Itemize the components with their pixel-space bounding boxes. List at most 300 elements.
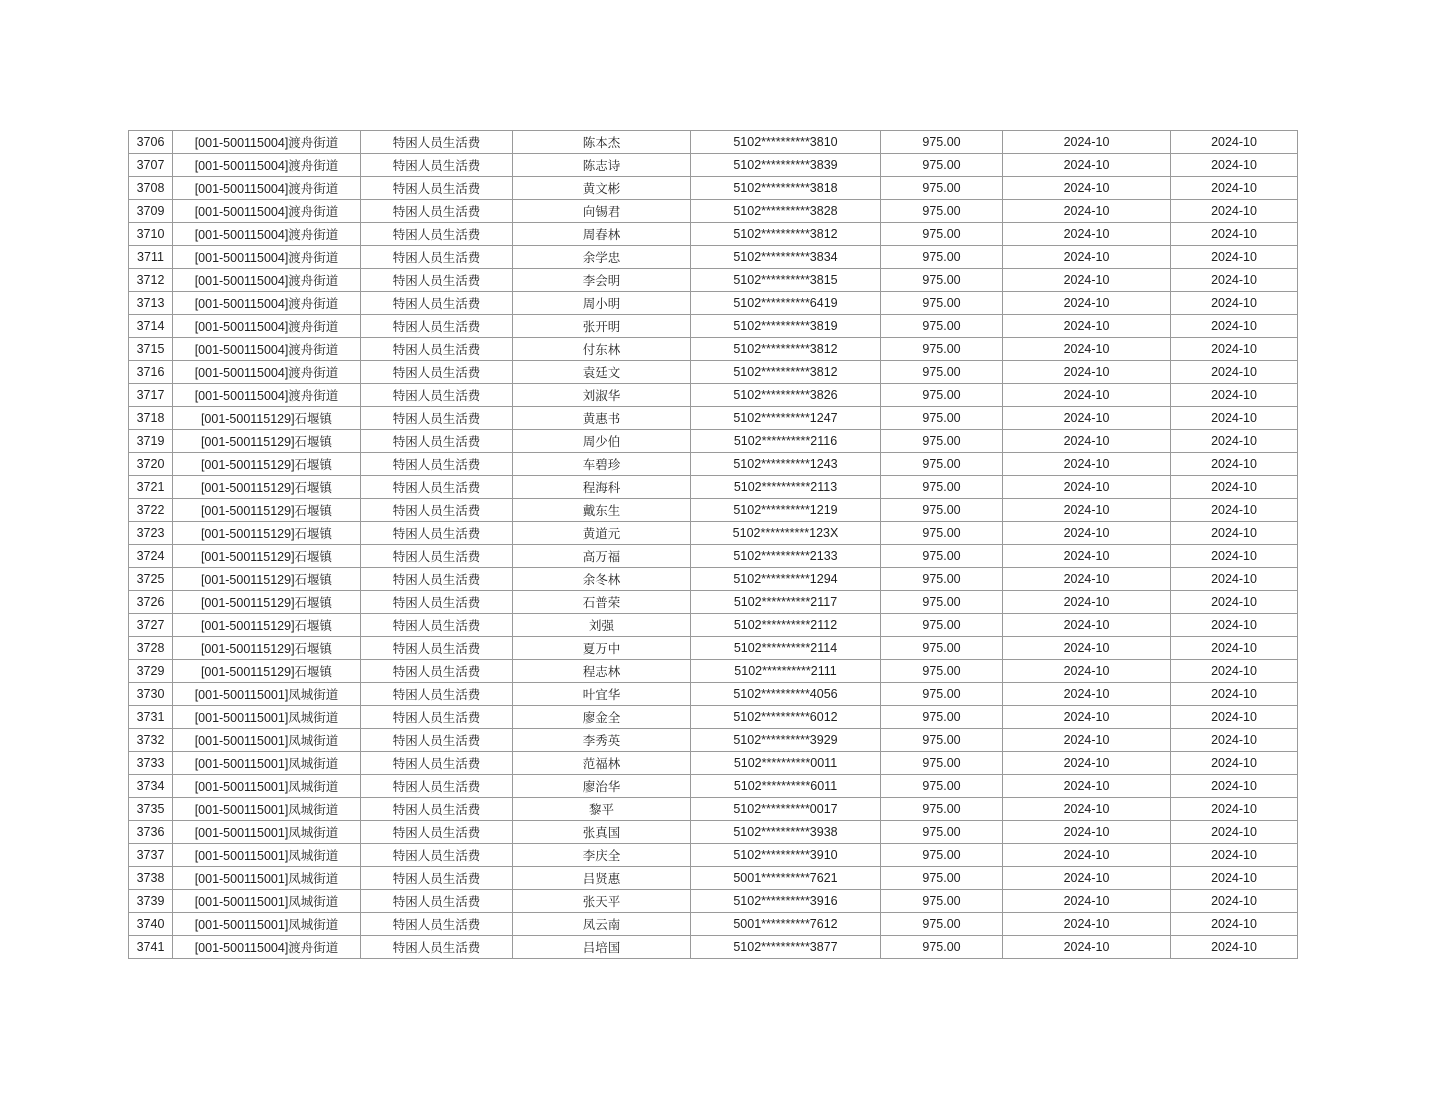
- cell-person-name: 刘强: [513, 614, 691, 637]
- cell-seq: 3728: [129, 637, 173, 660]
- cell-belong-month: 2024-10: [1171, 936, 1298, 959]
- cell-subsidy-type: 特困人员生活费: [361, 545, 513, 568]
- cell-district: [001-500115129]石堰镇: [173, 637, 361, 660]
- cell-belong-month: 2024-10: [1171, 568, 1298, 591]
- cell-belong-month: 2024-10: [1171, 131, 1298, 154]
- cell-id-number: 5102**********2114: [691, 637, 881, 660]
- cell-belong-month: 2024-10: [1171, 154, 1298, 177]
- cell-id-number: 5102**********1294: [691, 568, 881, 591]
- cell-id-number: 5102**********3812: [691, 338, 881, 361]
- cell-subsidy-type: 特困人员生活费: [361, 660, 513, 683]
- cell-person-name: 张真国: [513, 821, 691, 844]
- table-row: [129, 522, 1298, 545]
- table-row: [129, 821, 1298, 844]
- table-row: [129, 844, 1298, 867]
- cell-seq: 3735: [129, 798, 173, 821]
- cell-belong-month: 2024-10: [1171, 867, 1298, 890]
- cell-id-number: 5102**********3938: [691, 821, 881, 844]
- cell-id-number: 5102**********3812: [691, 361, 881, 384]
- cell-pay-month: 2024-10: [1003, 683, 1171, 706]
- cell-amount: 975.00: [881, 200, 1003, 223]
- cell-person-name: 李秀英: [513, 729, 691, 752]
- cell-district: [001-500115129]石堰镇: [173, 545, 361, 568]
- table-row: [129, 476, 1298, 499]
- cell-person-name: 余冬林: [513, 568, 691, 591]
- cell-district: [001-500115001]凤城街道: [173, 821, 361, 844]
- cell-district: [001-500115004]渡舟街道: [173, 936, 361, 959]
- cell-belong-month: 2024-10: [1171, 453, 1298, 476]
- table-row: [129, 591, 1298, 614]
- cell-person-name: 余学忠: [513, 246, 691, 269]
- cell-district: [001-500115129]石堰镇: [173, 453, 361, 476]
- table-row: [129, 315, 1298, 338]
- cell-pay-month: 2024-10: [1003, 223, 1171, 246]
- cell-subsidy-type: 特困人员生活费: [361, 522, 513, 545]
- cell-id-number: 5102**********3828: [691, 200, 881, 223]
- cell-subsidy-type: 特困人员生活费: [361, 246, 513, 269]
- table-row: [129, 683, 1298, 706]
- cell-amount: 975.00: [881, 177, 1003, 200]
- cell-district: [001-500115004]渡舟街道: [173, 361, 361, 384]
- cell-district: [001-500115004]渡舟街道: [173, 315, 361, 338]
- cell-person-name: 黄惠书: [513, 407, 691, 430]
- cell-id-number: 5102**********3812: [691, 223, 881, 246]
- cell-seq: 3723: [129, 522, 173, 545]
- cell-person-name: 程志林: [513, 660, 691, 683]
- cell-belong-month: 2024-10: [1171, 683, 1298, 706]
- cell-belong-month: 2024-10: [1171, 637, 1298, 660]
- cell-pay-month: 2024-10: [1003, 246, 1171, 269]
- cell-pay-month: 2024-10: [1003, 269, 1171, 292]
- cell-seq: 3727: [129, 614, 173, 637]
- cell-id-number: 5102**********3818: [691, 177, 881, 200]
- cell-district: [001-500115001]凤城街道: [173, 867, 361, 890]
- cell-seq: 3707: [129, 154, 173, 177]
- cell-district: [001-500115001]凤城街道: [173, 913, 361, 936]
- cell-seq: 3732: [129, 729, 173, 752]
- cell-id-number: 5102**********3810: [691, 131, 881, 154]
- cell-seq: 3733: [129, 752, 173, 775]
- cell-amount: 975.00: [881, 292, 1003, 315]
- cell-belong-month: 2024-10: [1171, 798, 1298, 821]
- cell-pay-month: 2024-10: [1003, 614, 1171, 637]
- cell-seq: 3729: [129, 660, 173, 683]
- cell-pay-month: 2024-10: [1003, 729, 1171, 752]
- cell-amount: 975.00: [881, 545, 1003, 568]
- table-row: [129, 913, 1298, 936]
- cell-seq: 3738: [129, 867, 173, 890]
- cell-pay-month: 2024-10: [1003, 821, 1171, 844]
- cell-seq: 3710: [129, 223, 173, 246]
- cell-id-number: 5102**********6012: [691, 706, 881, 729]
- cell-pay-month: 2024-10: [1003, 476, 1171, 499]
- cell-belong-month: 2024-10: [1171, 177, 1298, 200]
- cell-amount: 975.00: [881, 591, 1003, 614]
- cell-person-name: 黄文彬: [513, 177, 691, 200]
- cell-pay-month: 2024-10: [1003, 637, 1171, 660]
- cell-amount: 975.00: [881, 890, 1003, 913]
- table-row: [129, 499, 1298, 522]
- table-row: [129, 798, 1298, 821]
- cell-person-name: 吕贤惠: [513, 867, 691, 890]
- cell-amount: 975.00: [881, 154, 1003, 177]
- cell-district: [001-500115001]凤城街道: [173, 890, 361, 913]
- cell-amount: 975.00: [881, 637, 1003, 660]
- cell-seq: 3711: [129, 246, 173, 269]
- cell-subsidy-type: 特困人员生活费: [361, 568, 513, 591]
- table-row: [129, 292, 1298, 315]
- table-row: [129, 407, 1298, 430]
- cell-pay-month: 2024-10: [1003, 154, 1171, 177]
- cell-id-number: 5102**********2116: [691, 430, 881, 453]
- table-row: [129, 453, 1298, 476]
- table-row: [129, 706, 1298, 729]
- table-row: [129, 637, 1298, 660]
- cell-person-name: 凤云南: [513, 913, 691, 936]
- cell-person-name: 李会明: [513, 269, 691, 292]
- cell-belong-month: 2024-10: [1171, 223, 1298, 246]
- cell-id-number: 5102**********3910: [691, 844, 881, 867]
- cell-amount: 975.00: [881, 361, 1003, 384]
- cell-person-name: 陈志诗: [513, 154, 691, 177]
- cell-pay-month: 2024-10: [1003, 752, 1171, 775]
- cell-district: [001-500115004]渡舟街道: [173, 200, 361, 223]
- cell-belong-month: 2024-10: [1171, 430, 1298, 453]
- cell-belong-month: 2024-10: [1171, 614, 1298, 637]
- cell-district: [001-500115004]渡舟街道: [173, 384, 361, 407]
- table-row: [129, 752, 1298, 775]
- cell-subsidy-type: 特困人员生活费: [361, 476, 513, 499]
- cell-pay-month: 2024-10: [1003, 430, 1171, 453]
- cell-seq: 3731: [129, 706, 173, 729]
- cell-seq: 3709: [129, 200, 173, 223]
- table-row: [129, 867, 1298, 890]
- cell-subsidy-type: 特困人员生活费: [361, 936, 513, 959]
- cell-belong-month: 2024-10: [1171, 890, 1298, 913]
- cell-district: [001-500115129]石堰镇: [173, 476, 361, 499]
- cell-district: [001-500115004]渡舟街道: [173, 269, 361, 292]
- cell-id-number: 5102**********1247: [691, 407, 881, 430]
- cell-pay-month: 2024-10: [1003, 913, 1171, 936]
- cell-belong-month: 2024-10: [1171, 499, 1298, 522]
- cell-seq: 3737: [129, 844, 173, 867]
- table-row: [129, 361, 1298, 384]
- cell-id-number: 5102**********3916: [691, 890, 881, 913]
- table-row: [129, 729, 1298, 752]
- cell-person-name: 石普荣: [513, 591, 691, 614]
- cell-pay-month: 2024-10: [1003, 177, 1171, 200]
- cell-district: [001-500115001]凤城街道: [173, 706, 361, 729]
- cell-seq: 3726: [129, 591, 173, 614]
- cell-pay-month: 2024-10: [1003, 292, 1171, 315]
- cell-district: [001-500115001]凤城街道: [173, 683, 361, 706]
- cell-amount: 975.00: [881, 844, 1003, 867]
- table-row: [129, 614, 1298, 637]
- cell-district: [001-500115001]凤城街道: [173, 844, 361, 867]
- cell-pay-month: 2024-10: [1003, 200, 1171, 223]
- cell-subsidy-type: 特困人员生活费: [361, 200, 513, 223]
- cell-district: [001-500115004]渡舟街道: [173, 223, 361, 246]
- cell-subsidy-type: 特困人员生活费: [361, 821, 513, 844]
- cell-pay-month: 2024-10: [1003, 545, 1171, 568]
- cell-subsidy-type: 特困人员生活费: [361, 890, 513, 913]
- cell-seq: 3722: [129, 499, 173, 522]
- cell-amount: 975.00: [881, 775, 1003, 798]
- cell-id-number: 5102**********2112: [691, 614, 881, 637]
- cell-pay-month: 2024-10: [1003, 890, 1171, 913]
- cell-district: [001-500115004]渡舟街道: [173, 246, 361, 269]
- cell-amount: 975.00: [881, 568, 1003, 591]
- cell-person-name: 周春林: [513, 223, 691, 246]
- table-row: [129, 430, 1298, 453]
- cell-person-name: 黎平: [513, 798, 691, 821]
- cell-subsidy-type: 特困人员生活费: [361, 499, 513, 522]
- cell-belong-month: 2024-10: [1171, 269, 1298, 292]
- cell-id-number: 5102**********123X: [691, 522, 881, 545]
- cell-pay-month: 2024-10: [1003, 936, 1171, 959]
- cell-subsidy-type: 特困人员生活费: [361, 453, 513, 476]
- table-row: [129, 246, 1298, 269]
- table-row: [129, 338, 1298, 361]
- cell-person-name: 付东林: [513, 338, 691, 361]
- cell-person-name: 廖金全: [513, 706, 691, 729]
- cell-pay-month: 2024-10: [1003, 384, 1171, 407]
- cell-person-name: 程海科: [513, 476, 691, 499]
- cell-subsidy-type: 特困人员生活费: [361, 361, 513, 384]
- table-row: [129, 131, 1298, 154]
- table-row: [129, 890, 1298, 913]
- cell-belong-month: 2024-10: [1171, 315, 1298, 338]
- cell-id-number: 5102**********0011: [691, 752, 881, 775]
- table-row: [129, 200, 1298, 223]
- cell-subsidy-type: 特困人员生活费: [361, 430, 513, 453]
- cell-subsidy-type: 特困人员生活费: [361, 913, 513, 936]
- cell-person-name: 张开明: [513, 315, 691, 338]
- cell-seq: 3719: [129, 430, 173, 453]
- table-row: [129, 384, 1298, 407]
- cell-seq: 3708: [129, 177, 173, 200]
- cell-seq: 3736: [129, 821, 173, 844]
- cell-belong-month: 2024-10: [1171, 384, 1298, 407]
- cell-district: [001-500115001]凤城街道: [173, 775, 361, 798]
- cell-belong-month: 2024-10: [1171, 660, 1298, 683]
- cell-id-number: 5102**********2111: [691, 660, 881, 683]
- cell-amount: 975.00: [881, 269, 1003, 292]
- cell-amount: 975.00: [881, 430, 1003, 453]
- cell-person-name: 高万福: [513, 545, 691, 568]
- cell-id-number: 5102**********0017: [691, 798, 881, 821]
- cell-belong-month: 2024-10: [1171, 821, 1298, 844]
- cell-pay-month: 2024-10: [1003, 706, 1171, 729]
- cell-person-name: 陈本杰: [513, 131, 691, 154]
- cell-id-number: 5102**********2113: [691, 476, 881, 499]
- cell-pay-month: 2024-10: [1003, 775, 1171, 798]
- cell-amount: 975.00: [881, 729, 1003, 752]
- table-row: [129, 177, 1298, 200]
- cell-id-number: 5102**********3815: [691, 269, 881, 292]
- cell-amount: 975.00: [881, 752, 1003, 775]
- table-row: [129, 223, 1298, 246]
- cell-seq: 3716: [129, 361, 173, 384]
- cell-subsidy-type: 特困人员生活费: [361, 867, 513, 890]
- cell-belong-month: 2024-10: [1171, 844, 1298, 867]
- cell-subsidy-type: 特困人员生活费: [361, 706, 513, 729]
- cell-seq: 3730: [129, 683, 173, 706]
- cell-pay-month: 2024-10: [1003, 338, 1171, 361]
- cell-subsidy-type: 特困人员生活费: [361, 591, 513, 614]
- cell-subsidy-type: 特困人员生活费: [361, 292, 513, 315]
- cell-person-name: 廖治华: [513, 775, 691, 798]
- table-row: [129, 545, 1298, 568]
- cell-seq: 3718: [129, 407, 173, 430]
- cell-seq: 3725: [129, 568, 173, 591]
- table-row: [129, 269, 1298, 292]
- cell-seq: 3717: [129, 384, 173, 407]
- cell-person-name: 张天平: [513, 890, 691, 913]
- cell-id-number: 5102**********3929: [691, 729, 881, 752]
- cell-district: [001-500115129]石堰镇: [173, 568, 361, 591]
- cell-district: [001-500115001]凤城街道: [173, 752, 361, 775]
- cell-pay-month: 2024-10: [1003, 844, 1171, 867]
- cell-belong-month: 2024-10: [1171, 522, 1298, 545]
- cell-amount: 975.00: [881, 706, 1003, 729]
- cell-belong-month: 2024-10: [1171, 476, 1298, 499]
- cell-belong-month: 2024-10: [1171, 752, 1298, 775]
- cell-seq: 3713: [129, 292, 173, 315]
- cell-amount: 975.00: [881, 683, 1003, 706]
- cell-district: [001-500115129]石堰镇: [173, 660, 361, 683]
- cell-subsidy-type: 特困人员生活费: [361, 177, 513, 200]
- cell-belong-month: 2024-10: [1171, 338, 1298, 361]
- cell-pay-month: 2024-10: [1003, 591, 1171, 614]
- cell-district: [001-500115004]渡舟街道: [173, 338, 361, 361]
- cell-amount: 975.00: [881, 131, 1003, 154]
- cell-amount: 975.00: [881, 798, 1003, 821]
- cell-district: [001-500115004]渡舟街道: [173, 292, 361, 315]
- cell-seq: 3720: [129, 453, 173, 476]
- cell-person-name: 李庆全: [513, 844, 691, 867]
- cell-person-name: 叶宜华: [513, 683, 691, 706]
- cell-id-number: 5102**********3826: [691, 384, 881, 407]
- cell-amount: 975.00: [881, 913, 1003, 936]
- cell-amount: 975.00: [881, 660, 1003, 683]
- cell-seq: 3714: [129, 315, 173, 338]
- cell-person-name: 戴东生: [513, 499, 691, 522]
- cell-id-number: 5102**********3819: [691, 315, 881, 338]
- cell-seq: 3739: [129, 890, 173, 913]
- cell-district: [001-500115129]石堰镇: [173, 614, 361, 637]
- cell-subsidy-type: 特困人员生活费: [361, 798, 513, 821]
- cell-belong-month: 2024-10: [1171, 200, 1298, 223]
- cell-id-number: 5102**********6011: [691, 775, 881, 798]
- cell-district: [001-500115129]石堰镇: [173, 407, 361, 430]
- cell-amount: 975.00: [881, 384, 1003, 407]
- cell-amount: 975.00: [881, 315, 1003, 338]
- cell-seq: 3712: [129, 269, 173, 292]
- cell-subsidy-type: 特困人员生活费: [361, 775, 513, 798]
- cell-subsidy-type: 特困人员生活费: [361, 315, 513, 338]
- cell-amount: 975.00: [881, 476, 1003, 499]
- cell-district: [001-500115001]凤城街道: [173, 729, 361, 752]
- cell-pay-month: 2024-10: [1003, 131, 1171, 154]
- cell-district: [001-500115129]石堰镇: [173, 499, 361, 522]
- cell-subsidy-type: 特困人员生活费: [361, 407, 513, 430]
- cell-id-number: 5102**********3839: [691, 154, 881, 177]
- cell-belong-month: 2024-10: [1171, 706, 1298, 729]
- cell-district: [001-500115004]渡舟街道: [173, 154, 361, 177]
- cell-belong-month: 2024-10: [1171, 913, 1298, 936]
- cell-subsidy-type: 特困人员生活费: [361, 844, 513, 867]
- cell-pay-month: 2024-10: [1003, 361, 1171, 384]
- cell-person-name: 刘淑华: [513, 384, 691, 407]
- cell-belong-month: 2024-10: [1171, 246, 1298, 269]
- cell-id-number: 5102**********1219: [691, 499, 881, 522]
- cell-subsidy-type: 特困人员生活费: [361, 683, 513, 706]
- cell-pay-month: 2024-10: [1003, 660, 1171, 683]
- cell-seq: 3721: [129, 476, 173, 499]
- cell-district: [001-500115001]凤城街道: [173, 798, 361, 821]
- cell-amount: 975.00: [881, 407, 1003, 430]
- cell-amount: 975.00: [881, 821, 1003, 844]
- cell-pay-month: 2024-10: [1003, 315, 1171, 338]
- cell-belong-month: 2024-10: [1171, 591, 1298, 614]
- cell-pay-month: 2024-10: [1003, 407, 1171, 430]
- cell-id-number: 5102**********6419: [691, 292, 881, 315]
- cell-belong-month: 2024-10: [1171, 361, 1298, 384]
- cell-subsidy-type: 特困人员生活费: [361, 752, 513, 775]
- cell-id-number: 5102**********1243: [691, 453, 881, 476]
- cell-pay-month: 2024-10: [1003, 499, 1171, 522]
- cell-subsidy-type: 特困人员生活费: [361, 384, 513, 407]
- cell-seq: 3706: [129, 131, 173, 154]
- cell-id-number: 5001**********7621: [691, 867, 881, 890]
- cell-person-name: 黄道元: [513, 522, 691, 545]
- cell-id-number: 5102**********2117: [691, 591, 881, 614]
- table-row: [129, 775, 1298, 798]
- cell-amount: 975.00: [881, 453, 1003, 476]
- cell-pay-month: 2024-10: [1003, 867, 1171, 890]
- cell-seq: 3734: [129, 775, 173, 798]
- cell-person-name: 车碧珍: [513, 453, 691, 476]
- table-row: [129, 154, 1298, 177]
- cell-pay-month: 2024-10: [1003, 568, 1171, 591]
- cell-seq: 3715: [129, 338, 173, 361]
- cell-id-number: 5102**********4056: [691, 683, 881, 706]
- cell-amount: 975.00: [881, 867, 1003, 890]
- cell-seq: 3741: [129, 936, 173, 959]
- cell-subsidy-type: 特困人员生活费: [361, 154, 513, 177]
- cell-belong-month: 2024-10: [1171, 292, 1298, 315]
- cell-district: [001-500115129]石堰镇: [173, 430, 361, 453]
- cell-amount: 975.00: [881, 499, 1003, 522]
- cell-belong-month: 2024-10: [1171, 407, 1298, 430]
- table-body: [129, 131, 1298, 959]
- cell-seq: 3724: [129, 545, 173, 568]
- table-row: [129, 936, 1298, 959]
- cell-district: [001-500115004]渡舟街道: [173, 177, 361, 200]
- cell-id-number: 5001**********7612: [691, 913, 881, 936]
- cell-person-name: 吕培国: [513, 936, 691, 959]
- cell-person-name: 周小明: [513, 292, 691, 315]
- cell-id-number: 5102**********3877: [691, 936, 881, 959]
- cell-amount: 975.00: [881, 936, 1003, 959]
- cell-district: [001-500115129]石堰镇: [173, 522, 361, 545]
- cell-person-name: 范福林: [513, 752, 691, 775]
- subsidy-payment-table: [128, 130, 1298, 959]
- cell-pay-month: 2024-10: [1003, 522, 1171, 545]
- cell-person-name: 袁廷文: [513, 361, 691, 384]
- cell-id-number: 5102**********3834: [691, 246, 881, 269]
